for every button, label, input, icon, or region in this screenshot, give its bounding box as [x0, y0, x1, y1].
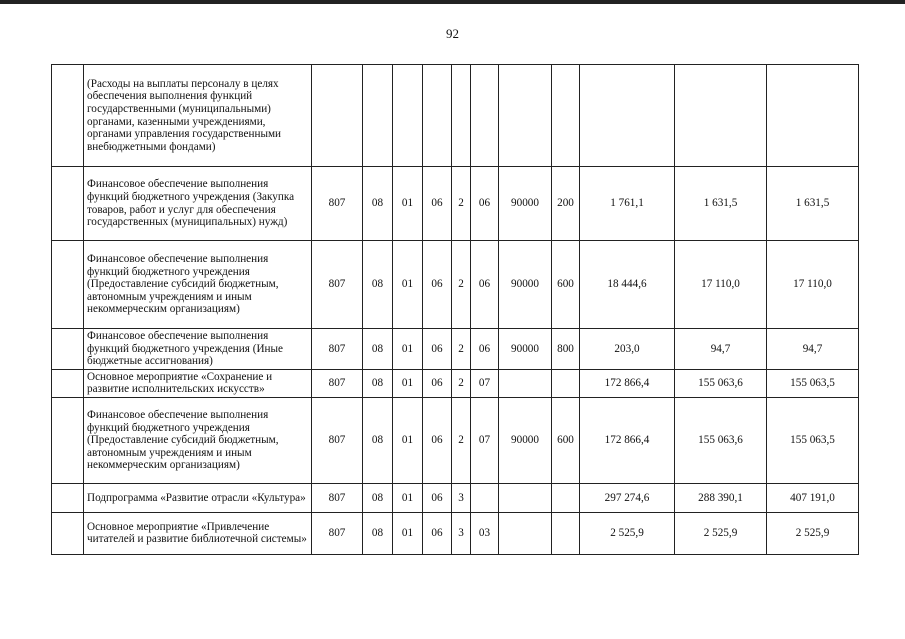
- code-program-cell: 06: [423, 329, 452, 370]
- row-number-cell: [52, 369, 84, 397]
- code-section-cell: 08: [363, 241, 393, 329]
- code-subsection-cell: 01: [393, 167, 423, 241]
- row-number-cell: [52, 329, 84, 370]
- code-expense-type-cell: 600: [552, 397, 580, 483]
- amount-year-1-cell: 1 761,1: [580, 167, 675, 241]
- amount-year-2-cell: 94,7: [675, 329, 767, 370]
- amount-year-3-cell: 407 191,0: [767, 483, 859, 512]
- code-grbs-cell: 807: [312, 167, 363, 241]
- code-subprogram-cell: 2: [452, 397, 471, 483]
- amount-year-1-cell: 297 274,6: [580, 483, 675, 512]
- code-event-cell: 06: [471, 241, 499, 329]
- amount-year-1-cell: 203,0: [580, 329, 675, 370]
- code-subsection-cell: 01: [393, 329, 423, 370]
- amount-year-3-cell: 1 631,5: [767, 167, 859, 241]
- code-expense-type-cell: [552, 512, 580, 554]
- code-event-cell: 06: [471, 167, 499, 241]
- table-row: [52, 369, 859, 397]
- code-expense-type-cell: 200: [552, 167, 580, 241]
- amount-year-2-cell: [675, 65, 767, 167]
- code-direction-cell: 90000: [499, 329, 552, 370]
- table-row: [52, 241, 859, 329]
- code-program-cell: 06: [423, 369, 452, 397]
- code-subprogram-cell: 2: [452, 167, 471, 241]
- page-number: 92: [446, 26, 459, 41]
- code-event-cell: [471, 65, 499, 167]
- row-number-cell: [52, 167, 84, 241]
- code-grbs-cell: 807: [312, 397, 363, 483]
- amount-year-2-cell: 155 063,6: [675, 397, 767, 483]
- row-description-cell: Финансовое обеспечение выполнения функций бюджетного учреждения (Закупка товаров, работ и услуг для обеспечения государственных (муниципальных) нужд): [84, 167, 312, 241]
- code-expense-type-cell: [552, 65, 580, 167]
- code-subsection-cell: 01: [393, 512, 423, 554]
- table-body: [52, 65, 859, 555]
- row-description-cell: Финансовое обеспечение выполнения функций бюджетного учреждения (Иные бюджетные ассигнования): [84, 329, 312, 370]
- code-direction-cell: [499, 512, 552, 554]
- code-expense-type-cell: 600: [552, 241, 580, 329]
- code-program-cell: 06: [423, 512, 452, 554]
- code-subprogram-cell: 3: [452, 512, 471, 554]
- row-number-cell: [52, 512, 84, 554]
- code-subsection-cell: 01: [393, 397, 423, 483]
- code-subsection-cell: [393, 65, 423, 167]
- row-description-cell: Финансовое обеспечение выполнения функций бюджетного учреждения (Предоставление субсидий бюджетным, автономным учреждениям и иным некоммерческим организациям): [84, 241, 312, 329]
- code-subprogram-cell: 2: [452, 369, 471, 397]
- table-row: [52, 65, 859, 167]
- amount-year-2-cell: 155 063,6: [675, 369, 767, 397]
- table-row: [52, 483, 859, 512]
- code-event-cell: 07: [471, 397, 499, 483]
- code-program-cell: 06: [423, 241, 452, 329]
- code-section-cell: 08: [363, 369, 393, 397]
- amount-year-3-cell: 94,7: [767, 329, 859, 370]
- code-grbs-cell: 807: [312, 329, 363, 370]
- row-description-cell: Основное мероприятие «Сохранение и развитие исполнительских искусств»: [84, 369, 312, 397]
- row-description-cell: Финансовое обеспечение выполнения функций бюджетного учреждения (Предоставление субсидий бюджетным, автономным учреждениям и иным некоммерческим организациям): [84, 397, 312, 483]
- table-row: [52, 329, 859, 370]
- amount-year-3-cell: 17 110,0: [767, 241, 859, 329]
- amount-year-2-cell: 2 525,9: [675, 512, 767, 554]
- code-direction-cell: [499, 65, 552, 167]
- code-program-cell: 06: [423, 397, 452, 483]
- budget-table: [51, 64, 859, 555]
- code-program-cell: [423, 65, 452, 167]
- code-direction-cell: [499, 369, 552, 397]
- amount-year-1-cell: 172 866,4: [580, 397, 675, 483]
- code-section-cell: 08: [363, 483, 393, 512]
- code-expense-type-cell: [552, 483, 580, 512]
- code-event-cell: 03: [471, 512, 499, 554]
- amount-year-1-cell: [580, 65, 675, 167]
- code-direction-cell: 90000: [499, 167, 552, 241]
- code-event-cell: 06: [471, 329, 499, 370]
- code-program-cell: 06: [423, 483, 452, 512]
- amount-year-2-cell: 288 390,1: [675, 483, 767, 512]
- code-subsection-cell: 01: [393, 369, 423, 397]
- code-grbs-cell: 807: [312, 241, 363, 329]
- code-section-cell: 08: [363, 512, 393, 554]
- code-program-cell: 06: [423, 167, 452, 241]
- table-row: [52, 167, 859, 241]
- amount-year-3-cell: 155 063,5: [767, 397, 859, 483]
- code-section-cell: [363, 65, 393, 167]
- code-grbs-cell: [312, 65, 363, 167]
- table-row: [52, 397, 859, 483]
- code-section-cell: 08: [363, 329, 393, 370]
- row-description-cell: Основное мероприятие «Привлечение читателей и развитие библиотечной системы»: [84, 512, 312, 554]
- code-subprogram-cell: 2: [452, 329, 471, 370]
- amount-year-3-cell: [767, 65, 859, 167]
- code-section-cell: 08: [363, 397, 393, 483]
- code-grbs-cell: 807: [312, 483, 363, 512]
- scan-top-edge: [0, 0, 905, 4]
- row-number-cell: [52, 241, 84, 329]
- code-subprogram-cell: 3: [452, 483, 471, 512]
- row-description-cell: (Расходы на выплаты персоналу в целях обеспечения выполнения функций государственными (муниципальными) органами, казенными учреждениями, органами управления государственными внебюджетными фондами): [84, 65, 312, 167]
- code-expense-type-cell: 800: [552, 329, 580, 370]
- code-subprogram-cell: 2: [452, 241, 471, 329]
- code-direction-cell: 90000: [499, 241, 552, 329]
- code-grbs-cell: 807: [312, 512, 363, 554]
- code-section-cell: 08: [363, 167, 393, 241]
- code-subsection-cell: 01: [393, 241, 423, 329]
- code-expense-type-cell: [552, 369, 580, 397]
- code-grbs-cell: 807: [312, 369, 363, 397]
- code-event-cell: 07: [471, 369, 499, 397]
- amount-year-3-cell: 155 063,5: [767, 369, 859, 397]
- amount-year-3-cell: 2 525,9: [767, 512, 859, 554]
- row-number-cell: [52, 65, 84, 167]
- amount-year-2-cell: 1 631,5: [675, 167, 767, 241]
- row-description-cell: Подпрограмма «Развитие отрасли «Культура»: [84, 483, 312, 512]
- amount-year-1-cell: 18 444,6: [580, 241, 675, 329]
- code-subprogram-cell: [452, 65, 471, 167]
- code-direction-cell: [499, 483, 552, 512]
- row-number-cell: [52, 397, 84, 483]
- code-event-cell: [471, 483, 499, 512]
- amount-year-1-cell: 172 866,4: [580, 369, 675, 397]
- amount-year-2-cell: 17 110,0: [675, 241, 767, 329]
- table-row: [52, 512, 859, 554]
- code-subsection-cell: 01: [393, 483, 423, 512]
- row-number-cell: [52, 483, 84, 512]
- amount-year-1-cell: 2 525,9: [580, 512, 675, 554]
- code-direction-cell: 90000: [499, 397, 552, 483]
